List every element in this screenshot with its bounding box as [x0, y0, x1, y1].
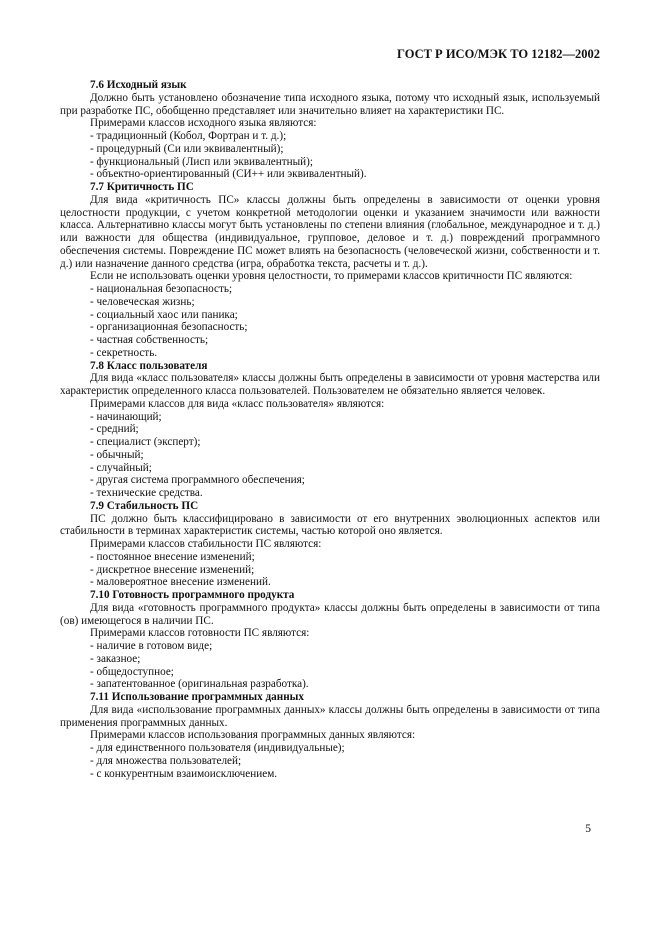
section — [60, 79, 600, 181]
page-number: 5 — [585, 823, 591, 835]
section — [60, 499, 600, 589]
list-item: - другая система программного обеспечения; — [90, 474, 600, 487]
section-heading: 7.9 Стабильность ПС — [90, 499, 199, 512]
section — [60, 359, 600, 500]
list-item: - с конкурентным взаимоисключением. — [90, 768, 600, 781]
list-item: - специалист (эксперт); — [90, 436, 600, 449]
list-item: - объектно-ориентированный (СИ++ или эквивалентный). — [90, 168, 600, 181]
list-item: - дискретное внесение изменений; — [90, 564, 600, 577]
list-item: - для единственного пользователя (индивидуальные); — [90, 742, 600, 755]
list-item: - запатентованное (оригинальная разработка). — [90, 678, 600, 691]
list-item: - постоянное внесение изменений; — [90, 551, 600, 564]
paragraph: Для вида «готовность программного продукта» классы должны быть определены в зависимости от типа (ов) имеющегося в наличии ПС. — [60, 601, 600, 627]
section-heading: 7.11 Использование программных данных — [90, 691, 304, 703]
list-item: - начинающий; — [90, 411, 600, 424]
paragraph: Должно быть установлено обозначение типа исходного языка, потому что исходный язык, используемый при разработке ПС, обобщенно представляет или значительно влияет на характеристики ПС. — [60, 91, 600, 117]
list-item: - секретность. — [90, 347, 600, 360]
list-item: - традиционный (Кобол, Фортран и т. д.); — [90, 130, 600, 143]
section-heading: 7.6 Исходный язык — [90, 79, 187, 91]
section — [60, 589, 600, 691]
list-item: - общедоступное; — [90, 666, 600, 679]
list-item: - процедурный (Си или эквивалентный); — [90, 143, 600, 156]
paragraph: Примерами классов стабильности ПС являются: — [90, 538, 322, 550]
list-item: - человеческая жизнь; — [90, 296, 600, 309]
list-item: - маловероятное внесение изменений. — [90, 576, 600, 589]
section — [60, 691, 600, 780]
paragraph: Для вида «класс пользователя» классы должны быть определены в зависимости от уровня мастерства или характеристик определенного класса пользователей. Пользователем не обязательно является человек. — [60, 372, 600, 397]
list-item: - национальная безопасность; — [90, 283, 600, 296]
section-heading: 7.10 Готовность программного продукта — [90, 589, 295, 601]
paragraph: ПС должно быть классифицировано в зависимости от его внутренних эволюционных аспектов или стабильности в терминах характеристик системы, частью которой оно является. — [60, 512, 600, 538]
document-header: ГОСТ Р ИСО/МЭК ТО 12182—2002 — [397, 47, 600, 61]
list-item: - организационная безопасность; — [90, 321, 600, 334]
list-item: - технические средства. — [90, 487, 600, 500]
document-body — [60, 79, 600, 780]
list-item: - средний; — [90, 423, 600, 436]
list-item: - заказное; — [90, 653, 600, 666]
section — [60, 181, 600, 360]
list-item: - случайный; — [90, 462, 600, 475]
paragraph: Для вида «использование программных данных» классы должны быть определены в зависимости от типа применения программных данных. — [60, 703, 600, 729]
list-item: - социальный хаос или паника; — [90, 309, 600, 322]
list-item: - для множества пользователей; — [90, 755, 600, 768]
paragraph: Примерами классов использования программных данных являются: — [90, 729, 416, 742]
section-heading: 7.8 Класс пользователя — [90, 359, 208, 372]
list-item: - частная собственность; — [90, 334, 600, 347]
paragraph: Если не использовать оценки уровня целостности, то примерами классов критичности ПС являются: — [90, 270, 573, 283]
paragraph: Примерами классов готовности ПС являются: — [90, 627, 310, 640]
paragraph: Примерами классов для вида «класс пользователя» являются: — [90, 397, 385, 410]
list-item: - наличие в готовом виде; — [90, 640, 600, 653]
paragraph: Примерами классов исходного языка являются: — [90, 117, 317, 130]
paragraph: Для вида «критичность ПС» классы должны быть определены в зависимости от оценки уровня целостности продукции, с учетом конкретной методологии оценки и указанием значимости или важности класса. Альтернативно классы могут быть установлены по степени влияния (глобальное, международное и т. д.) или важности для общества (индивидуальное, групповое, деловое и т. д.) повреждений программного обеспечения системы. Повреждение ПС может влиять на безопасность (человеческой жизни, собственности и т. д.) или назначение данного средства (игра, обработка текста, расчеты и т. д.). — [60, 193, 600, 270]
section-heading: 7.7 Критичность ПС — [90, 181, 194, 193]
list-item: - обычный; — [90, 449, 600, 462]
list-item: - функциональный (Лисп или эквивалентный); — [90, 156, 600, 169]
